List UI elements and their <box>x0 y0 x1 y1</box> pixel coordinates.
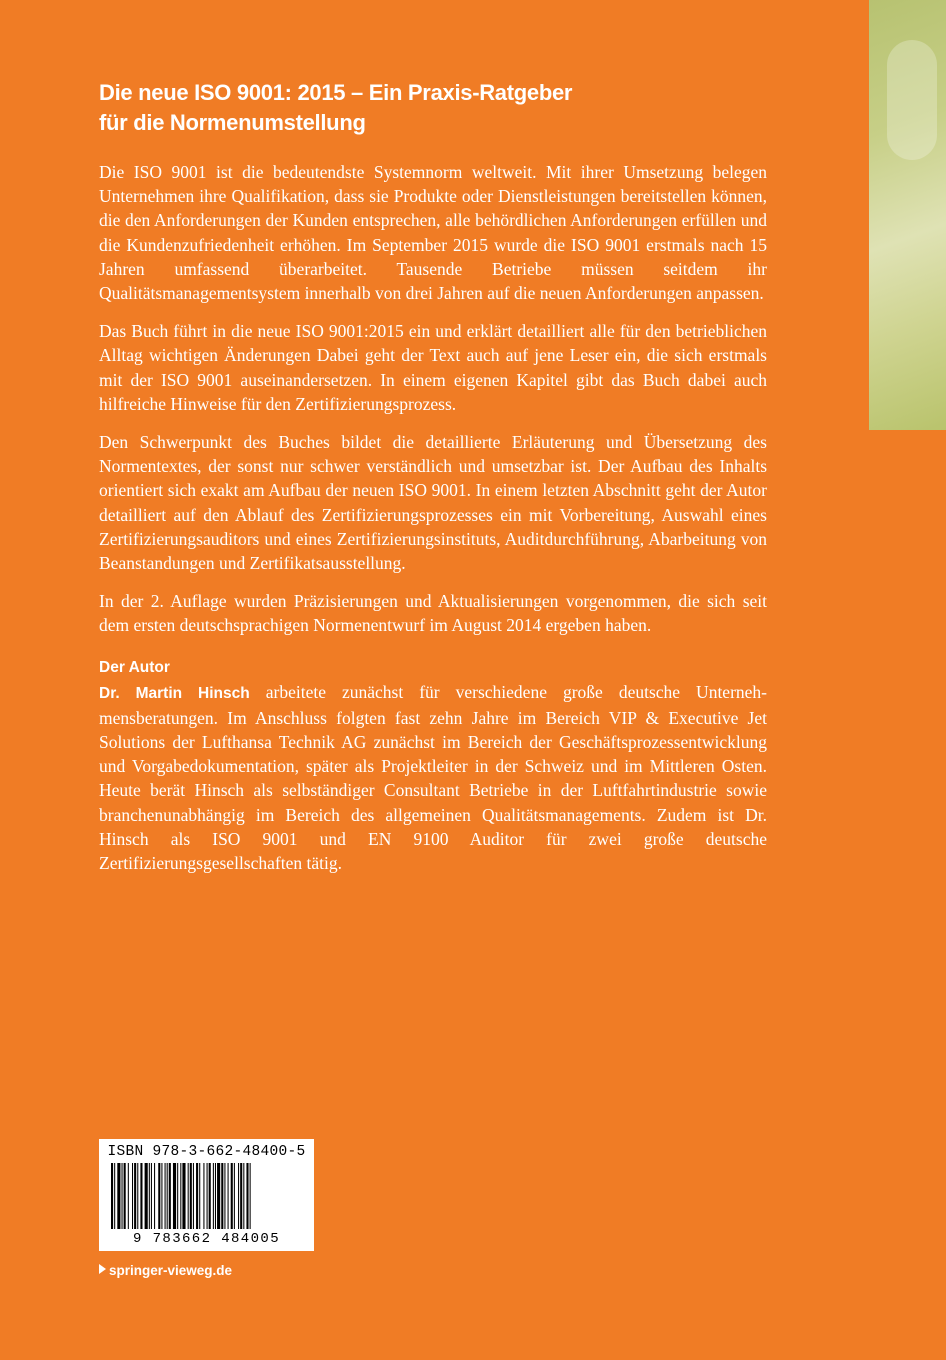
barcode-graphic <box>105 1163 308 1229</box>
barcode-bar <box>173 1163 176 1229</box>
barcode-bar <box>117 1163 120 1229</box>
barcode-bar <box>128 1163 129 1229</box>
barcode-bar <box>221 1163 223 1229</box>
cover-photo-strip <box>869 0 946 430</box>
barcode-bar <box>180 1163 181 1229</box>
barcode-bar <box>154 1163 155 1229</box>
ean-digits: 9 783662 484005 <box>132 1231 281 1247</box>
barcode-bar <box>132 1163 133 1229</box>
barcode-bar <box>122 1163 123 1229</box>
barcode-bar <box>213 1163 214 1229</box>
isbn-barcode <box>99 1139 314 1251</box>
barcode-bar <box>224 1163 225 1229</box>
photo-highlight <box>887 40 937 160</box>
author-bio <box>99 680 767 876</box>
barcode-bar <box>215 1163 216 1229</box>
description-paragraph-2: Das Buch führt in die neue ISO 9001:2015 ein und erklärt detailliert alle für den betrieblichen Alltag wichtigen Änderungen Dabei geht der Text auch auf jene Leser ein, die sich erstmals mit der ISO 9001 auseinandersetzen. In einem eigenen Kapitel gibt das Buch dabei auch hilfreiche Hinweise für den Zertifizierungsprozess. <box>99 321 767 414</box>
barcode-bar <box>246 1163 248 1229</box>
barcode-bar <box>165 1163 166 1229</box>
barcode-bar <box>134 1163 136 1229</box>
barcode-bar <box>158 1163 160 1229</box>
barcode-bar <box>209 1163 211 1229</box>
barcode-bar <box>137 1163 138 1229</box>
arrow-right-icon <box>99 1264 106 1274</box>
barcode-bar <box>190 1163 192 1229</box>
barcode-bar <box>145 1163 148 1229</box>
author-bio-text: arbeitete zunächst für verschiedene große deutsche Unternehmensberatungen. Im Anschluss folgten fast zehn Jahre im Bereich VIP & Executive Jet Solutions der Lufthansa Technik AG zunächst im Bereich der Geschäftsprozessentwicklung und Vorgabedokumentation, später als Projektleiter in der Schweiz und im Mittleren Osten. Heute berät Hinsch als selbständiger Consultant Betriebe in der Luftfahrtindustrie sowie branchenunabhängig im Bereich des allgemeinen Qualitätsmanagements. Zudem ist Dr. Hinsch als ISO 9001 und EN 9100 Auditor für zwei große deutsche Zertifizierungsgesellschaften tätig. <box>99 681 767 874</box>
barcode-bar <box>196 1163 198 1229</box>
barcode-bar <box>240 1163 242 1229</box>
publisher-url-text: springer-vieweg.de <box>109 1263 233 1278</box>
barcode-bar <box>207 1163 208 1229</box>
barcode-bar <box>149 1163 150 1229</box>
barcode-bar <box>177 1163 178 1229</box>
back-cover-content <box>99 78 767 889</box>
barcode-bar <box>193 1163 194 1229</box>
barcode-bar <box>140 1163 142 1229</box>
barcode-bar <box>228 1163 229 1229</box>
title-line-1: Die neue ISO 9001: 2015 – Ein Praxis-Ratgeber <box>99 80 573 105</box>
barcode-bar <box>238 1163 239 1229</box>
barcode-bar <box>199 1163 200 1229</box>
barcode-bars <box>105 1163 308 1229</box>
barcode-bar <box>111 1163 113 1229</box>
barcode-bar <box>151 1163 152 1229</box>
author-heading: Der Autor <box>99 658 170 676</box>
title-line-2: für die Normenumstellung <box>99 110 366 135</box>
author-name: Dr. Martin Hinsch <box>99 684 250 702</box>
barcode-bar <box>234 1163 235 1229</box>
description-paragraph-1: Die ISO 9001 ist die bedeutendste Systemnorm weltweit. Mit ihrer Umsetzung belegen Unternehmen ihre Qualifikation, dass sie Produkte oder Dienstleistungen bereitstellen können, die den Anforderungen der Kunden entsprechen, alle behördlichen Anforderungen erfüllen und die Kundenzufriedenheit erhöhen. Im September 2015 wurde die ISO 9001 erstmals nach 15 Jahren umfassend überarbeitet. Tausende Betriebe müssen seitdem ihr Qualitätsmanagementsystem innerhalb von drei Jahren auf die neuen Anforderungen anpassen. <box>99 162 767 304</box>
barcode-bar <box>169 1163 171 1229</box>
book-title <box>99 78 767 138</box>
barcode-bar <box>188 1163 189 1229</box>
publisher-url[interactable] <box>99 1262 232 1280</box>
barcode-bar <box>124 1163 126 1229</box>
barcode-bar <box>203 1163 204 1229</box>
barcode-bar <box>182 1163 185 1229</box>
barcode-bar <box>243 1163 244 1229</box>
isbn-label: ISBN 978-3-662-48400-5 <box>107 1144 306 1160</box>
barcode-bar <box>167 1163 168 1229</box>
barcode-bar <box>217 1163 220 1229</box>
description-paragraph-4: In der 2. Auflage wurden Präzisierungen und Aktualisierungen vorgenommen, die sich seit dem ersten deutschsprachigen Normenentwurf im August 2014 ergeben haben. <box>99 591 767 636</box>
barcode-bar <box>161 1163 162 1229</box>
barcode-bar <box>231 1163 233 1229</box>
description-paragraph-3: Den Schwerpunkt des Buches bildet die detaillierte Erläuterung und Übersetzung des Normentextes, der sonst nur schwer verständlich und umsetzbar ist. Der Aufbau des Inhalts orientiert sich exakt am Aufbau der neuen ISO 9001. In einem letzten Abschnitt geht der Autor detailliert auf den Ablauf des Zertifizierungsprozesses ein mit Vorbereitung, Auswahl eines Zertifizierungsauditors und eines Zertifizierungsinstituts, Auditdurchführung, Abarbeitung von Beanstandungen und Zertifikatsausstellung. <box>99 432 767 574</box>
barcode-bar <box>114 1163 115 1229</box>
barcode-bar <box>250 1163 251 1229</box>
